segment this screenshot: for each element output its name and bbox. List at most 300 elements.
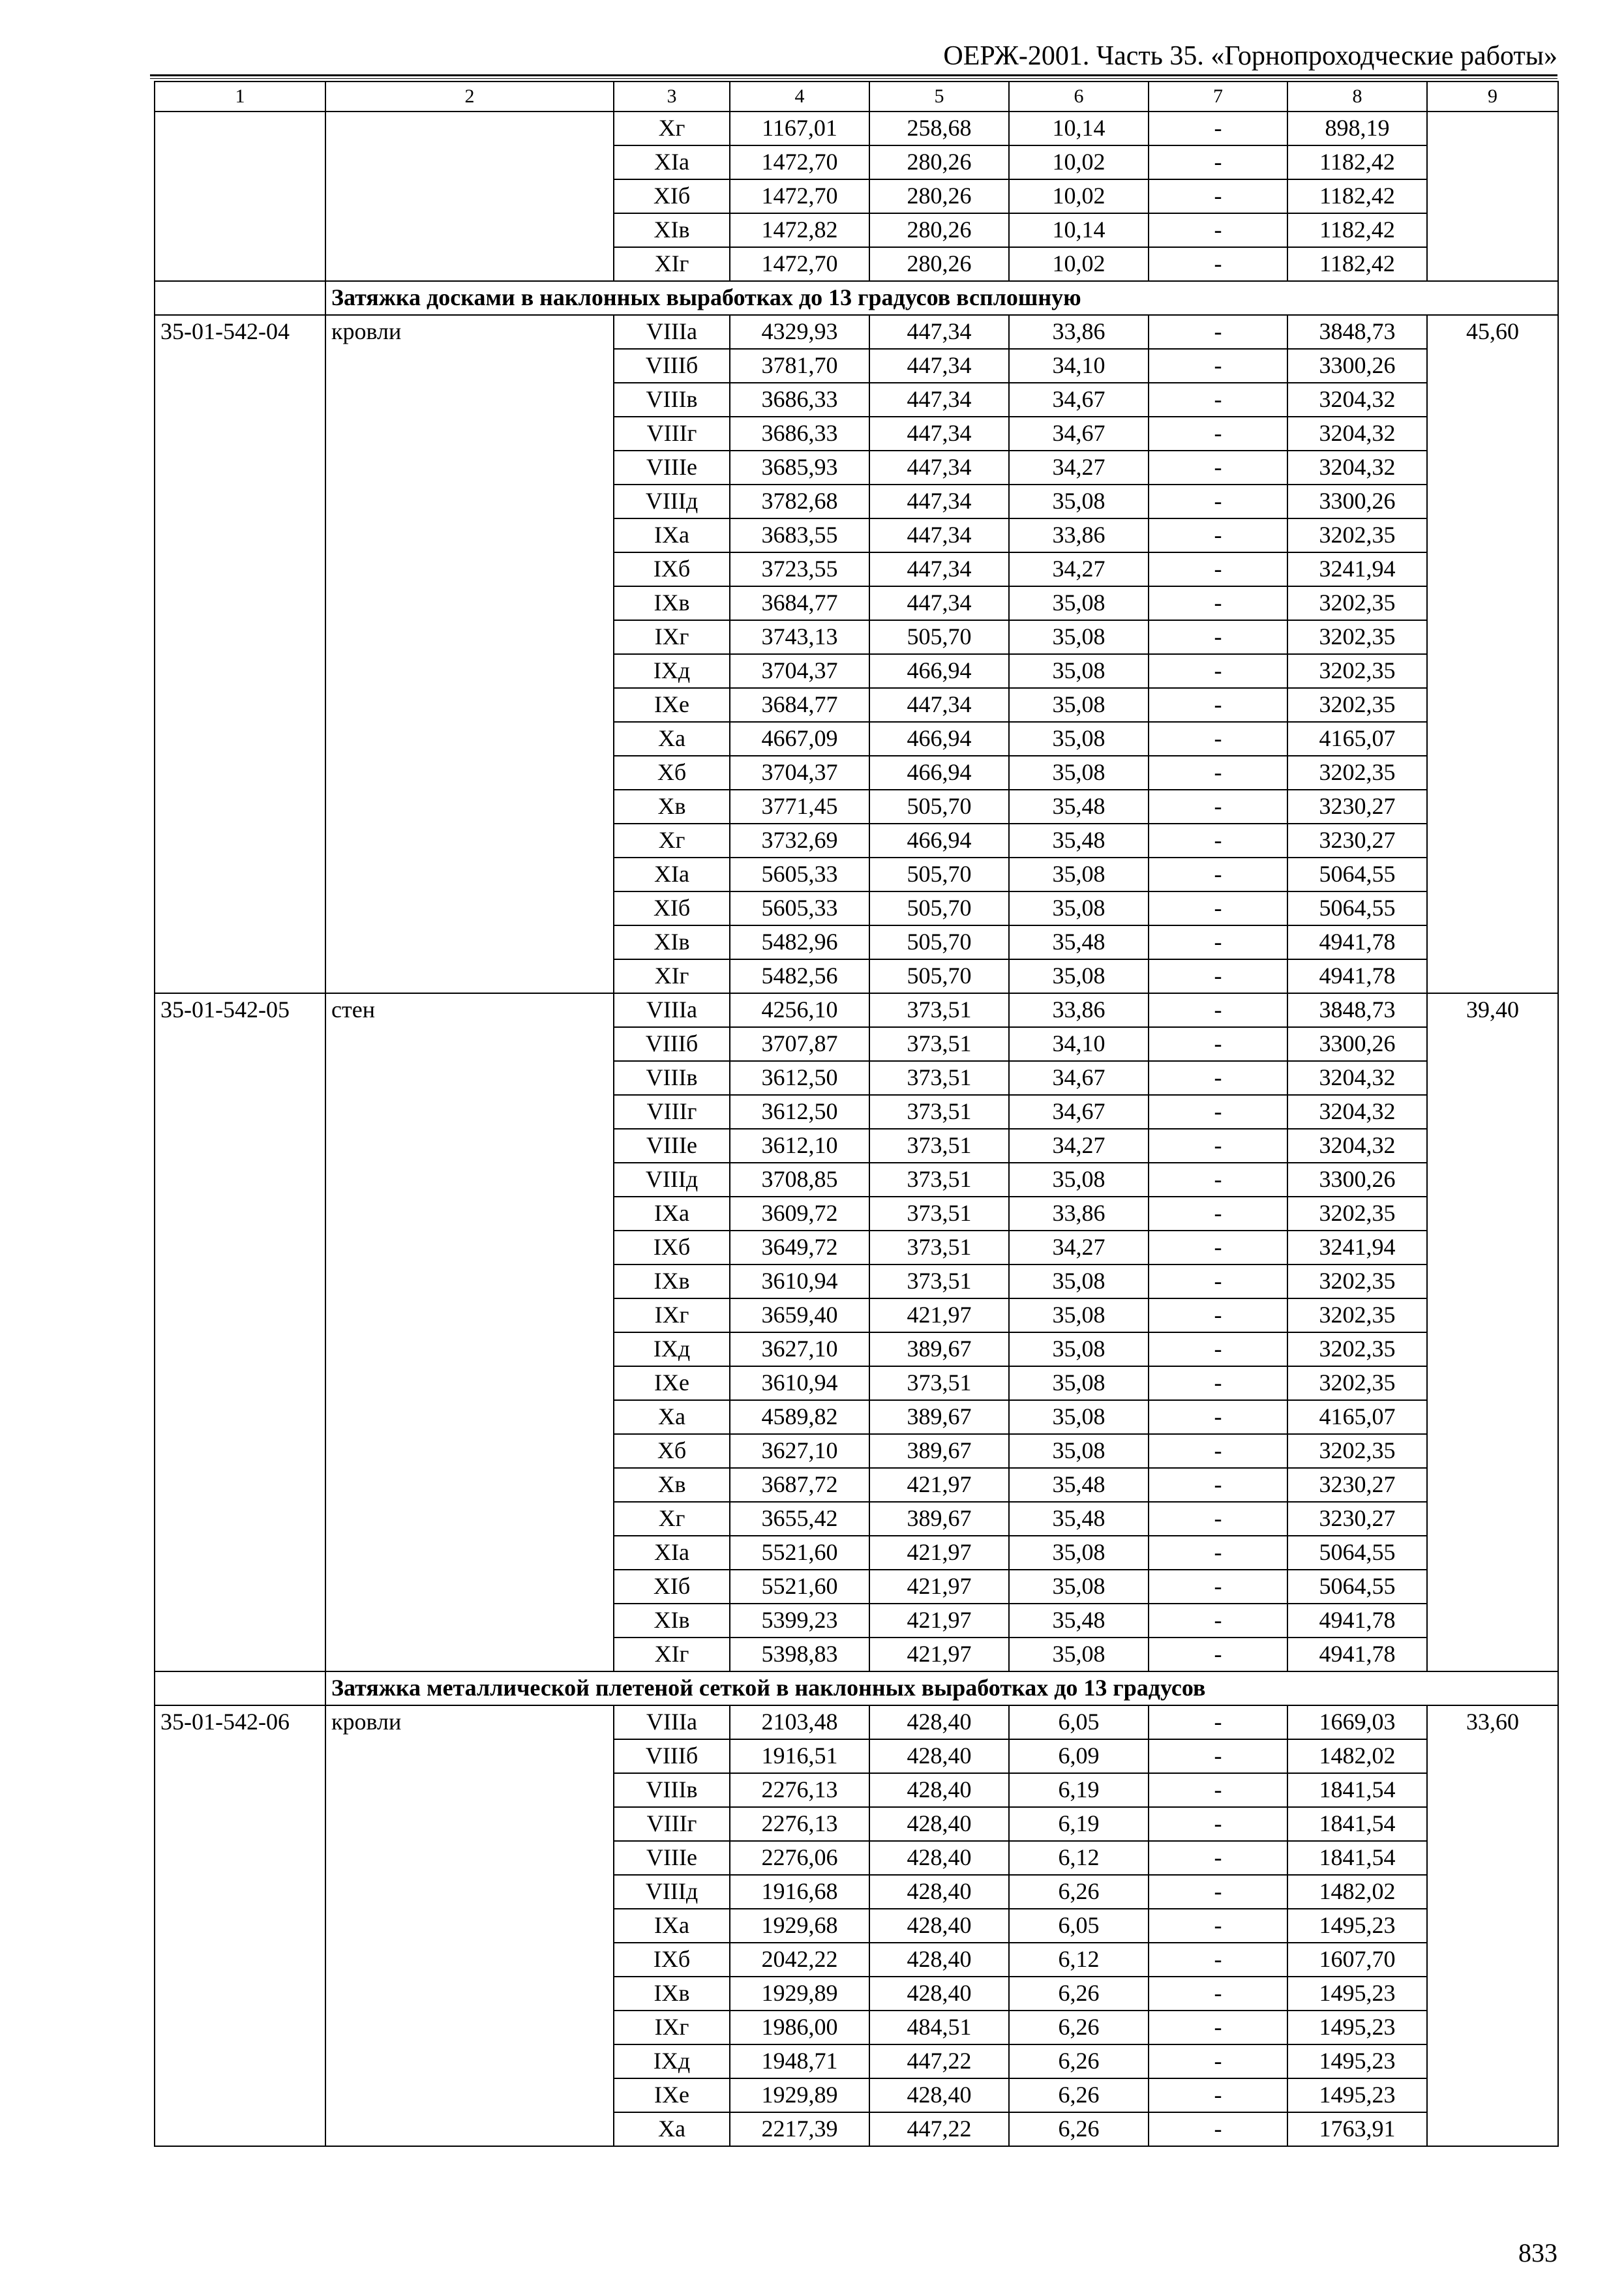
cell-col3: IXб [614, 1231, 730, 1264]
cell-col3: VIIIв [614, 383, 730, 417]
cell-col4: 1472,82 [730, 213, 869, 247]
cell-col4: 3649,72 [730, 1231, 869, 1264]
cell-col4: 1986,00 [730, 2011, 869, 2044]
cell-col8: 3202,35 [1287, 518, 1427, 552]
section-spacer [155, 1671, 325, 1705]
cell-col3: VIIIд [614, 1875, 730, 1909]
cell-col4: 4667,09 [730, 722, 869, 756]
cell-col6: 6,19 [1009, 1807, 1149, 1841]
cell-col4: 2276,06 [730, 1841, 869, 1875]
cell-col6: 6,05 [1009, 1705, 1149, 1739]
cell-col3: VIIIб [614, 1027, 730, 1061]
cell-col6: 33,86 [1009, 1197, 1149, 1231]
cell-col3: XIг [614, 247, 730, 281]
cell-col4: 3612,50 [730, 1061, 869, 1095]
cell-col5: 505,70 [869, 790, 1009, 824]
cell-col3: IXг [614, 1298, 730, 1332]
cell-col7: - [1149, 654, 1287, 688]
cell-col6: 6,12 [1009, 1841, 1149, 1875]
cell-col6: 10,02 [1009, 247, 1149, 281]
cell-col3: XIв [614, 925, 730, 959]
cell-col8: 3241,94 [1287, 552, 1427, 586]
cell-col5: 505,70 [869, 925, 1009, 959]
cell-col5: 280,26 [869, 179, 1009, 213]
cell-col3: XIа [614, 1536, 730, 1570]
cell-col7: - [1149, 451, 1287, 485]
cell-col8: 3202,35 [1287, 688, 1427, 722]
cell-col7: - [1149, 315, 1287, 349]
cell-col4: 1167,01 [730, 112, 869, 145]
cell-col7: - [1149, 383, 1287, 417]
cell-col5: 428,40 [869, 1841, 1009, 1875]
cell-col4: 2103,48 [730, 1705, 869, 1739]
cell-col8: 5064,55 [1287, 891, 1427, 925]
cell-col6: 35,08 [1009, 620, 1149, 654]
cell-col7: - [1149, 891, 1287, 925]
cell-col4: 5399,23 [730, 1604, 869, 1638]
cell-col8: 3300,26 [1287, 349, 1427, 383]
cell-col4: 3609,72 [730, 1197, 869, 1231]
cell-col7: - [1149, 1264, 1287, 1298]
cell-col6: 35,08 [1009, 959, 1149, 993]
cell-col4: 3686,33 [730, 383, 869, 417]
cell-col4: 3684,77 [730, 586, 869, 620]
cell-col4: 4256,10 [730, 993, 869, 1027]
cell-col8: 1841,54 [1287, 1773, 1427, 1807]
cell-col4: 3627,10 [730, 1434, 869, 1468]
cell-col6: 35,08 [1009, 1434, 1149, 1468]
cell-col6: 35,08 [1009, 756, 1149, 790]
cell-col6: 35,08 [1009, 1638, 1149, 1671]
cell-col7: - [1149, 586, 1287, 620]
column-number: 5 [869, 82, 1009, 112]
cell-col6: 6,26 [1009, 1977, 1149, 2011]
cell-col5: 447,34 [869, 315, 1009, 349]
cell-col7: - [1149, 1366, 1287, 1400]
cell-col3: Xг [614, 112, 730, 145]
cell-col8: 3230,27 [1287, 1468, 1427, 1502]
cell-col7: - [1149, 1197, 1287, 1231]
cell-col7: - [1149, 993, 1287, 1027]
cell-col7: - [1149, 1163, 1287, 1197]
cell-col3: Xа [614, 1400, 730, 1434]
table-row [155, 993, 1558, 1027]
cell-col3: XIв [614, 1604, 730, 1638]
work-name: стен [325, 993, 614, 1671]
cell-col5: 447,34 [869, 552, 1009, 586]
labor-cost: 39,40 [1427, 993, 1558, 1671]
cell-col6: 35,48 [1009, 925, 1149, 959]
cell-col7: - [1149, 1400, 1287, 1434]
cell-col3: IXв [614, 1264, 730, 1298]
cell-col3: IXв [614, 586, 730, 620]
column-number: 1 [155, 82, 325, 112]
cell-col8: 1841,54 [1287, 1841, 1427, 1875]
cell-col5: 373,51 [869, 1264, 1009, 1298]
cell-col5: 447,34 [869, 417, 1009, 451]
cell-col5: 389,67 [869, 1332, 1009, 1366]
cell-col4: 5398,83 [730, 1638, 869, 1671]
cell-col4: 3683,55 [730, 518, 869, 552]
cell-col6: 35,08 [1009, 858, 1149, 891]
section-row [155, 281, 1558, 315]
cell-col3: IXе [614, 1366, 730, 1400]
cell-col6: 35,08 [1009, 1366, 1149, 1400]
cell-col6: 35,08 [1009, 1163, 1149, 1197]
cell-col4: 1929,89 [730, 2078, 869, 2112]
cell-col3: VIIIг [614, 417, 730, 451]
cell-col4: 3610,94 [730, 1264, 869, 1298]
cell-col3: XIг [614, 959, 730, 993]
cell-col3: VIIIа [614, 993, 730, 1027]
cell-col4: 5521,60 [730, 1570, 869, 1604]
cell-col3: VIIIг [614, 1807, 730, 1841]
cell-col5: 447,34 [869, 518, 1009, 552]
cell-col4: 3732,69 [730, 824, 869, 858]
cell-col4: 3612,10 [730, 1129, 869, 1163]
cell-col7: - [1149, 1773, 1287, 1807]
cell-col7: - [1149, 518, 1287, 552]
column-number: 4 [730, 82, 869, 112]
cell-col3: IXб [614, 1943, 730, 1977]
cell-col8: 4941,78 [1287, 925, 1427, 959]
cell-col6: 35,08 [1009, 1298, 1149, 1332]
cell-col4: 3610,94 [730, 1366, 869, 1400]
cell-col7: - [1149, 790, 1287, 824]
cell-col5: 258,68 [869, 112, 1009, 145]
cell-col5: 280,26 [869, 145, 1009, 179]
cell-col5: 373,51 [869, 1027, 1009, 1061]
cell-col7: - [1149, 1298, 1287, 1332]
cell-col8: 3204,32 [1287, 1061, 1427, 1095]
cell-col7: - [1149, 1875, 1287, 1909]
cell-col3: IXа [614, 1197, 730, 1231]
cell-col4: 4589,82 [730, 1400, 869, 1434]
cell-col8: 3204,32 [1287, 383, 1427, 417]
column-number: 3 [614, 82, 730, 112]
cell-col3: VIIIе [614, 1841, 730, 1875]
cell-col7: - [1149, 552, 1287, 586]
cell-col7: - [1149, 959, 1287, 993]
cell-col5: 447,22 [869, 2112, 1009, 2146]
cell-col6: 35,08 [1009, 891, 1149, 925]
cell-col5: 466,94 [869, 722, 1009, 756]
cell-col6: 35,08 [1009, 485, 1149, 518]
cell-col6: 33,86 [1009, 993, 1149, 1027]
cell-col3: XIа [614, 858, 730, 891]
cell-col4: 3771,45 [730, 790, 869, 824]
cell-col4: 1916,51 [730, 1739, 869, 1773]
cell-col4: 3781,70 [730, 349, 869, 383]
cell-col3: XIб [614, 1570, 730, 1604]
cell-col5: 428,40 [869, 1943, 1009, 1977]
cell-col5: 428,40 [869, 2078, 1009, 2112]
cell-col3: Xв [614, 1468, 730, 1502]
column-number: 8 [1287, 82, 1427, 112]
labor-cost: 33,60 [1427, 1705, 1558, 2146]
cell-col7: - [1149, 417, 1287, 451]
cell-col6: 6,26 [1009, 2112, 1149, 2146]
cell-col6: 10,02 [1009, 179, 1149, 213]
table-row [155, 1705, 1558, 1739]
cell-col8: 3204,32 [1287, 417, 1427, 451]
cell-col5: 373,51 [869, 1366, 1009, 1400]
cell-col7: - [1149, 1061, 1287, 1095]
cell-col8: 3202,35 [1287, 1264, 1427, 1298]
labor-cost [1427, 112, 1558, 281]
cell-col6: 35,08 [1009, 722, 1149, 756]
cell-col8: 1607,70 [1287, 1943, 1427, 1977]
page-number: 833 [1518, 2238, 1557, 2267]
cell-col8: 4165,07 [1287, 722, 1427, 756]
cell-col8: 1495,23 [1287, 2011, 1427, 2044]
cell-col4: 1472,70 [730, 179, 869, 213]
cell-col3: Xа [614, 722, 730, 756]
cell-col8: 3204,32 [1287, 451, 1427, 485]
cell-col6: 34,67 [1009, 417, 1149, 451]
table-row [155, 112, 1558, 145]
cell-col3: VIIIг [614, 1095, 730, 1129]
cell-col3: XIа [614, 145, 730, 179]
cell-col3: IXг [614, 2011, 730, 2044]
cell-col8: 3202,35 [1287, 1332, 1427, 1366]
cell-col3: VIIIб [614, 349, 730, 383]
cell-col8: 1182,42 [1287, 247, 1427, 281]
cell-col3: VIIIд [614, 1163, 730, 1197]
cell-col6: 6,26 [1009, 2078, 1149, 2112]
cell-col7: - [1149, 1841, 1287, 1875]
cell-col6: 35,48 [1009, 1502, 1149, 1536]
cell-col5: 421,97 [869, 1468, 1009, 1502]
cell-col6: 34,27 [1009, 552, 1149, 586]
cell-col3: VIIIе [614, 1129, 730, 1163]
cell-col6: 34,10 [1009, 349, 1149, 383]
cell-col8: 3202,35 [1287, 1434, 1427, 1468]
cell-col4: 1472,70 [730, 145, 869, 179]
cell-col8: 1841,54 [1287, 1807, 1427, 1841]
cell-col5: 280,26 [869, 213, 1009, 247]
cell-col3: XIв [614, 213, 730, 247]
cell-col3: XIг [614, 1638, 730, 1671]
cell-col8: 4165,07 [1287, 1400, 1427, 1434]
cell-col6: 35,48 [1009, 824, 1149, 858]
cell-col7: - [1149, 756, 1287, 790]
table-body [155, 82, 1558, 2146]
cell-col8: 4941,78 [1287, 1604, 1427, 1638]
cell-col5: 428,40 [869, 1739, 1009, 1773]
cell-col4: 1472,70 [730, 247, 869, 281]
cell-col8: 3202,35 [1287, 586, 1427, 620]
cell-col4: 3627,10 [730, 1332, 869, 1366]
cell-col8: 1495,23 [1287, 2044, 1427, 2078]
cell-col7: - [1149, 1807, 1287, 1841]
cell-col3: IXе [614, 2078, 730, 2112]
work-name: кровли [325, 315, 614, 993]
cell-col3: VIIIд [614, 485, 730, 518]
cell-col7: - [1149, 485, 1287, 518]
cell-col3: VIIIб [614, 1739, 730, 1773]
cell-col7: - [1149, 1231, 1287, 1264]
cell-col4: 1948,71 [730, 2044, 869, 2078]
cell-col8: 3300,26 [1287, 1163, 1427, 1197]
cell-col7: - [1149, 1129, 1287, 1163]
cell-col3: VIIIв [614, 1061, 730, 1095]
cell-col5: 484,51 [869, 2011, 1009, 2044]
cell-col3: Xв [614, 790, 730, 824]
cell-col6: 10,02 [1009, 145, 1149, 179]
cell-col3: IXг [614, 620, 730, 654]
cell-col6: 10,14 [1009, 213, 1149, 247]
cell-col7: - [1149, 858, 1287, 891]
cell-col7: - [1149, 179, 1287, 213]
cell-col8: 1182,42 [1287, 179, 1427, 213]
cell-col8: 3202,35 [1287, 1298, 1427, 1332]
cell-col4: 2276,13 [730, 1807, 869, 1841]
cell-col8: 4941,78 [1287, 1638, 1427, 1671]
cell-col8: 3204,32 [1287, 1129, 1427, 1163]
cell-col6: 35,08 [1009, 586, 1149, 620]
cell-col6: 6,26 [1009, 1875, 1149, 1909]
cell-col3: IXд [614, 654, 730, 688]
cell-col5: 447,34 [869, 383, 1009, 417]
cell-col5: 421,97 [869, 1298, 1009, 1332]
cell-col6: 6,26 [1009, 2011, 1149, 2044]
cell-col6: 34,27 [1009, 451, 1149, 485]
cell-col3: VIIIа [614, 315, 730, 349]
cell-col3: VIIIа [614, 1705, 730, 1739]
cell-col8: 5064,55 [1287, 858, 1427, 891]
cell-col3: IXа [614, 518, 730, 552]
cell-col5: 389,67 [869, 1434, 1009, 1468]
cell-col5: 447,34 [869, 586, 1009, 620]
cell-col6: 35,48 [1009, 1604, 1149, 1638]
cell-col8: 3202,35 [1287, 1366, 1427, 1400]
cell-col8: 1495,23 [1287, 2078, 1427, 2112]
cell-col5: 466,94 [869, 824, 1009, 858]
cell-col4: 3687,72 [730, 1468, 869, 1502]
cell-col7: - [1149, 925, 1287, 959]
cell-col7: - [1149, 722, 1287, 756]
cell-col5: 447,34 [869, 451, 1009, 485]
cell-col4: 3655,42 [730, 1502, 869, 1536]
header-rule [150, 74, 1557, 79]
cell-col5: 428,40 [869, 1977, 1009, 2011]
cell-col7: - [1149, 1095, 1287, 1129]
cell-col8: 1182,42 [1287, 145, 1427, 179]
cell-col5: 447,34 [869, 349, 1009, 383]
cell-col5: 447,34 [869, 688, 1009, 722]
column-number: 6 [1009, 82, 1149, 112]
cell-col6: 34,67 [1009, 383, 1149, 417]
cell-col7: - [1149, 1943, 1287, 1977]
cell-col5: 421,97 [869, 1536, 1009, 1570]
cell-col3: IXд [614, 1332, 730, 1366]
cell-col3: XIб [614, 891, 730, 925]
running-header: ОЕРЖ-2001. Часть 35. «Горнопроходческие работы» [943, 41, 1557, 71]
cell-col8: 1495,23 [1287, 1909, 1427, 1943]
cell-col4: 3685,93 [730, 451, 869, 485]
cell-col5: 421,97 [869, 1604, 1009, 1638]
cell-col8: 5064,55 [1287, 1570, 1427, 1604]
cell-col4: 1916,68 [730, 1875, 869, 1909]
cell-col5: 373,51 [869, 1095, 1009, 1129]
cell-col5: 428,40 [869, 1875, 1009, 1909]
cell-col6: 10,14 [1009, 112, 1149, 145]
cell-col7: - [1149, 1468, 1287, 1502]
column-number: 7 [1149, 82, 1287, 112]
labor-cost: 45,60 [1427, 315, 1558, 993]
cell-col8: 3230,27 [1287, 790, 1427, 824]
cell-col5: 447,22 [869, 2044, 1009, 2078]
cell-col3: IXе [614, 688, 730, 722]
cell-col8: 3202,35 [1287, 1197, 1427, 1231]
cell-col4: 1929,89 [730, 1977, 869, 2011]
cell-col5: 428,40 [869, 1807, 1009, 1841]
cell-col6: 34,27 [1009, 1129, 1149, 1163]
cell-col4: 5605,33 [730, 891, 869, 925]
cell-col8: 4941,78 [1287, 959, 1427, 993]
cell-col4: 3707,87 [730, 1027, 869, 1061]
rate-code: 35-01-542-06 [155, 1705, 325, 2146]
cell-col4: 2276,13 [730, 1773, 869, 1807]
cell-col6: 35,08 [1009, 654, 1149, 688]
cell-col6: 6,26 [1009, 2044, 1149, 2078]
cell-col8: 3202,35 [1287, 654, 1427, 688]
cell-col4: 1929,68 [730, 1909, 869, 1943]
cell-col5: 373,51 [869, 1061, 1009, 1095]
cell-col8: 3241,94 [1287, 1231, 1427, 1264]
cell-col8: 1482,02 [1287, 1875, 1427, 1909]
cell-col5: 389,67 [869, 1502, 1009, 1536]
cell-col7: - [1149, 1739, 1287, 1773]
cell-col6: 33,86 [1009, 315, 1149, 349]
cell-col7: - [1149, 1604, 1287, 1638]
cell-col4: 3704,37 [730, 654, 869, 688]
cell-col3: Xб [614, 756, 730, 790]
cell-col4: 3684,77 [730, 688, 869, 722]
cell-col7: - [1149, 349, 1287, 383]
cell-col7: - [1149, 2044, 1287, 2078]
cell-col8: 898,19 [1287, 112, 1427, 145]
cell-col4: 3612,50 [730, 1095, 869, 1129]
cell-col6: 6,12 [1009, 1943, 1149, 1977]
cell-col4: 3782,68 [730, 485, 869, 518]
cell-col4: 3743,13 [730, 620, 869, 654]
section-title: Затяжка металлической плетеной сеткой в наклонных выработках до 13 градусов [325, 1671, 1558, 1705]
cell-col3: IXд [614, 2044, 730, 2078]
cell-col8: 3230,27 [1287, 824, 1427, 858]
cell-col3: Xб [614, 1434, 730, 1468]
cell-col7: - [1149, 1638, 1287, 1671]
cell-col4: 2042,22 [730, 1943, 869, 1977]
cell-col6: 6,09 [1009, 1739, 1149, 1773]
cell-col4: 5521,60 [730, 1536, 869, 1570]
cell-col6: 35,08 [1009, 1400, 1149, 1434]
cell-col3: Xг [614, 1502, 730, 1536]
cell-col6: 6,05 [1009, 1909, 1149, 1943]
rate-code: 35-01-542-04 [155, 315, 325, 993]
cell-col8: 3848,73 [1287, 315, 1427, 349]
cell-col4: 3659,40 [730, 1298, 869, 1332]
cell-col7: - [1149, 2011, 1287, 2044]
cell-col5: 505,70 [869, 959, 1009, 993]
cell-col7: - [1149, 620, 1287, 654]
cell-col6: 34,27 [1009, 1231, 1149, 1264]
cell-col5: 428,40 [869, 1705, 1009, 1739]
cell-col6: 35,08 [1009, 688, 1149, 722]
cell-col5: 428,40 [869, 1773, 1009, 1807]
cell-col8: 5064,55 [1287, 1536, 1427, 1570]
